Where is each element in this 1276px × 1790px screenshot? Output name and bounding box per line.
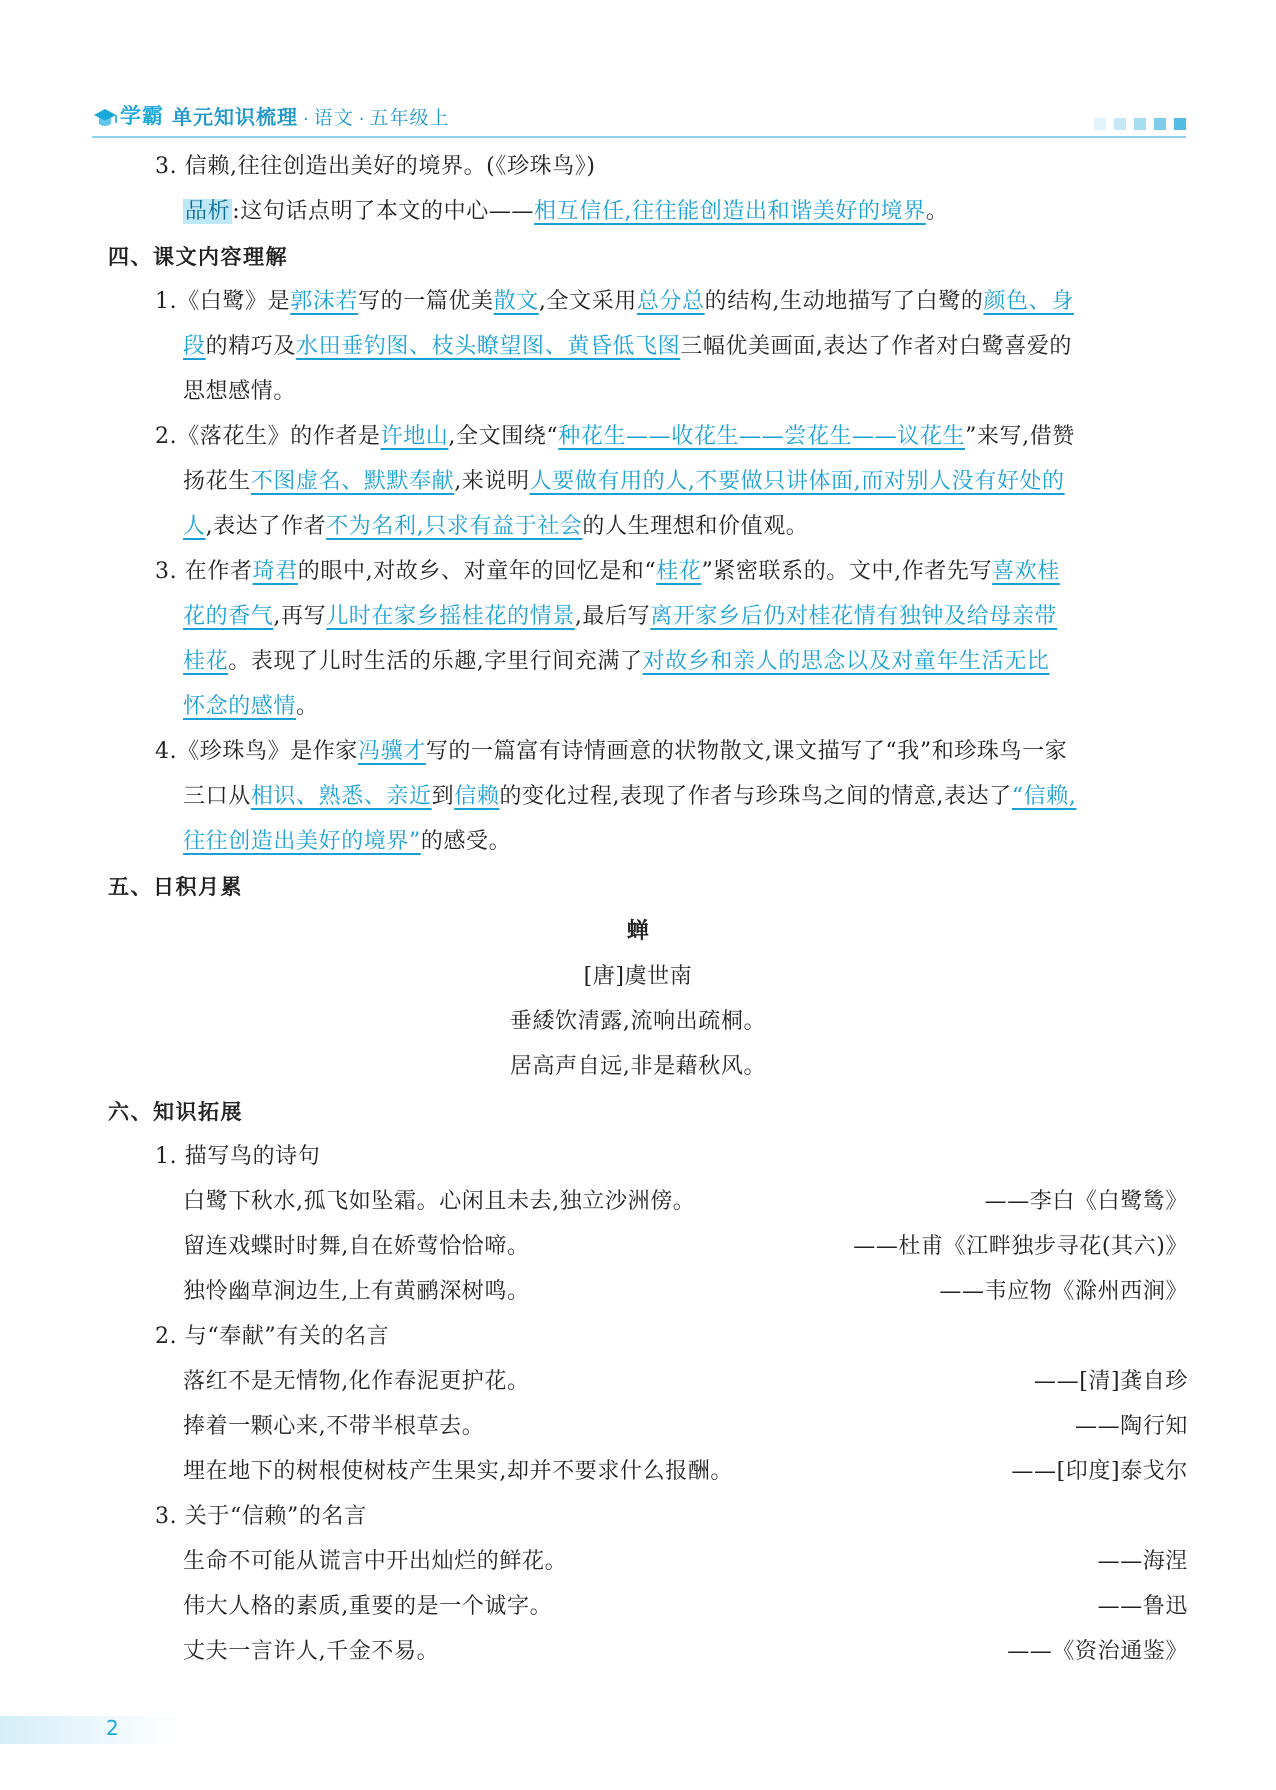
quote-source: ——李白《白鹭鸶》 [984,1189,1188,1214]
answer: 不为名利,只求有益于社会 [326,514,583,539]
answer: 往往创造出美好的境界” [183,829,421,854]
quote-text: 丈夫一言许人,千金不易。 [183,1639,440,1664]
answer: 种花生——收花生——尝花生——议花生 [558,424,966,449]
quote-text: 生命不可能从谎言中开出灿烂的鲜花。 [183,1549,568,1574]
quote-source: ——韦应物《滁州西涧》 [939,1279,1188,1304]
answer: 对故乡和亲人的思念以及对童年生活无比 [642,649,1050,674]
paragraph-line: 桂花。表现了儿时生活的乐趣,字里行间充满了对故乡和亲人的思念以及对童年生活无比 [183,649,1050,674]
answer: 郭沫若 [290,289,359,314]
page-header [92,100,1186,140]
quote-text: 白鹭下秋水,孤飞如坠霜。心闲且未去,独立沙洲傍。 [183,1189,696,1214]
poem-line: 垂緌饮清露,流响出疏桐。 [509,1009,767,1034]
quote-text: 独怜幽草涧边生,上有黄鹂深树鸣。 [183,1279,530,1304]
paragraph-line: 花的香气,再写儿时在家乡摇桂花的情景,最后写离开家乡后仍对桂花情有独钟及给母亲带 [183,604,1058,629]
answer: 相识、熟悉、亲近 [250,784,432,809]
graduation-cap-icon [92,106,118,130]
subheading: 1. 描写鸟的诗句 [155,1144,321,1169]
section-heading: 六、知识拓展 [108,1100,243,1124]
quote-text: 落红不是无情物,化作春泥更护花。 [183,1369,530,1394]
separator-dot: · [358,109,365,130]
subheading: 2. 与“奉献”有关的名言 [155,1324,390,1349]
footer-bar [0,1716,180,1744]
quote-text: 伟大人格的素质,重要的是一个诚字。 [183,1594,553,1619]
quote-source: ——[印度]泰戈尔 [1011,1459,1188,1484]
answer: “信赖, [1011,784,1077,809]
paragraph-line: 人,表达了作者不为名利,只求有益于社会的人生理想和价值观。 [183,514,809,539]
section-heading: 四、课文内容理解 [108,245,288,269]
answer: 相互信任,往往能创造出和谐美好的境界 [534,199,926,224]
answer: 人 [183,514,206,539]
answer: 桂花 [656,559,702,584]
grade-label: 五年级上 [369,107,450,129]
answer: 喜欢桂 [992,559,1060,584]
answer: 散文 [493,289,539,314]
answer: 颜色、身 [983,289,1074,314]
quote-source: ——《资治通鉴》 [1007,1639,1188,1664]
answer: 怀念的感情 [183,694,297,719]
quote-item: 3. 信赖,往往创造出美好的境界。(《珍珠鸟》) [155,154,596,179]
poem-line: 居高声自远,非是藉秋风。 [509,1054,767,1079]
analysis-line: 品析:这句话点明了本文的中心——相互信任,往往能创造出和谐美好的境界。 [185,199,949,224]
section-heading: 五、日积月累 [108,875,243,899]
paragraph-line: 段的精巧及水田垂钓图、枝头瞭望图、黄昏低飞图三幅优美画面,表达了作者对白鹭喜爱的 [183,334,1073,359]
paragraph-line: 4.《珍珠鸟》是作家冯骥才写的一篇富有诗情画意的状物散文,课文描写了“我”和珍珠鸟一家 [155,739,1068,764]
brand-name: 学霸 [120,104,164,128]
poem-author: [唐]虞世南 [583,964,693,989]
paragraph-line: 3. 在作者琦君的眼中,对故乡、对童年的回忆是和“桂花”紧密联系的。文中,作者先写喜欢桂 [155,559,1060,584]
paragraph-line: 三口从相识、熟悉、亲近到信赖的变化过程,表现了作者与珍珠鸟之间的情意,表达了“信赖, [183,784,1077,809]
quote-source: ——[清]龚自珍 [1034,1369,1188,1394]
answer: 桂花 [183,649,229,674]
analysis-label: 品析 [185,199,231,224]
book-title: 单元知识梳理 [172,105,298,129]
paragraph-line: 怀念的感情。 [183,694,319,719]
quote-text: 埋在地下的树根使树枝产生果实,却并不要求什么报酬。 [183,1459,733,1484]
paragraph-line: 1.《白鹭》是郭沫若写的一篇优美散文,全文采用总分总的结构,生动地描写了白鹭的颜色、身 [155,289,1074,314]
answer: 儿时在家乡摇桂花的情景 [326,604,575,629]
separator-dot: · [303,109,309,130]
paragraph-line: 2.《落花生》的作者是许地山,全文围绕“种花生——收花生——尝花生——议花生”来写,借赞 [155,424,1075,449]
answer: 离开家乡后仍对桂花情有独钟及给母亲带 [650,604,1058,629]
answer: 总分总 [636,289,705,314]
brand [92,100,450,130]
answer: 段 [183,334,206,359]
paragraph-line: 往往创造出美好的境界”的感受。 [183,829,512,854]
subheading: 3. 关于“信赖”的名言 [155,1504,367,1529]
subject-label: 语文 [313,107,354,129]
decorative-squares [1094,118,1186,130]
answer: 水田垂钓图、枝头瞭望图、黄昏低飞图 [296,334,681,359]
answer: 信赖 [454,784,500,809]
quote-source: ——鲁迅 [1097,1594,1188,1619]
quote-source: ——海涅 [1097,1549,1188,1574]
answer: 琦君 [252,559,298,584]
answer: 冯骥才 [358,739,426,764]
header-divider [92,136,1186,138]
quote-source: ——杜甫《江畔独步寻花(其六)》 [853,1234,1188,1259]
page-number: 2 [106,1716,119,1740]
quote-text: 捧着一颗心来,不带半根草去。 [183,1414,485,1439]
quote-source: ——陶行知 [1074,1414,1188,1439]
paragraph-line: 扬花生不图虚名、默默奉献,来说明人要做有用的人,不要做只讲体面,而对别人没有好处的 [183,469,1065,494]
paragraph-line: 思想感情。 [183,379,297,404]
answer: 不图虚名、默默奉献 [250,469,455,494]
quote-text: 留连戏蝶时时舞,自在娇莺恰恰啼。 [183,1234,530,1259]
answer: 花的香气 [183,604,274,629]
answer: 许地山 [380,424,449,449]
poem-title: 蝉 [626,919,650,944]
answer: 人要做有用的人,不要做只讲体面,而对别人没有好处的 [529,469,1065,494]
